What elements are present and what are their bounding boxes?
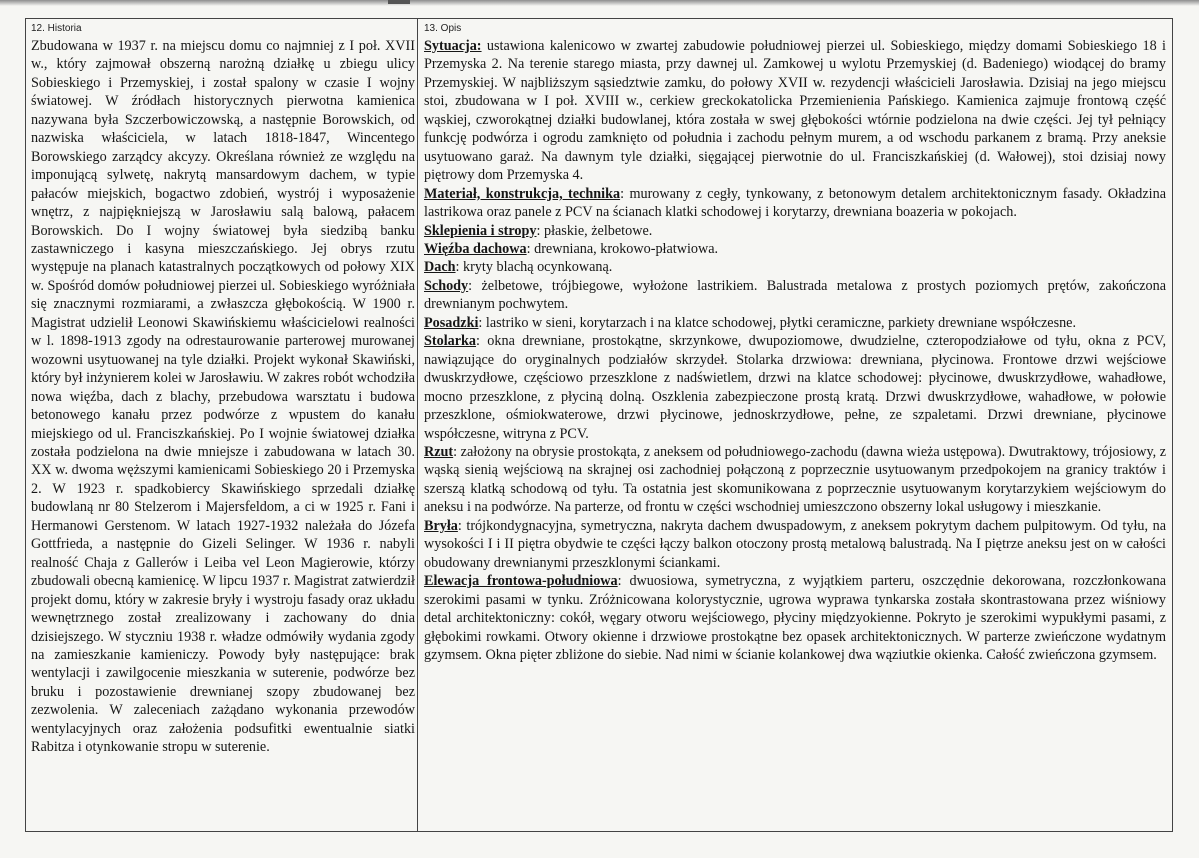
entry-roof-truss: [424, 240, 1166, 258]
description-body: [424, 37, 1166, 664]
entry-text-situation: ustawiona kalenicowo w zwartej zabudowie południowej pierzei ul. Sobieskiego, między domami Sobieskiego 18 i Przemyska 2. Na terenie starego miasta, przy dawnej ul. Zamkowej u wylotu Przemyskiej (d. Badeniego) wiodącej do bramy Przemyskiej. W najbliższym sąsiedztwie zamku, do połowy XVII w. rezydencji właścicieli Jarosławia. Dzisiaj na jego miejscu stoi, zbudowana w I poł. XVIII w., cerkiew greckokatolicka Przemienienia Pańskiego. Kamienica zajmuje frontową część wąskiej, czworokątnej działki budowlanej, która została w swej głębokości wtórnie podzielona na dwie części. Jej tył pełniący funkcję podwórza i ogrodu zamknięto od południa i zachodu pełnym murem, a od wschodu parkanem z bramą. Przy aneksie usytuowano garaż. Na dawnym tyle działki, sięgającej pierwotnie do ul. Franciszkańskiej (d. Wałowej), stoi dzisiaj nowy piętrowy dom Przemyska 4.: [424, 38, 1166, 184]
entry-roof: [424, 258, 1166, 276]
entry-label-roof: Dach: [424, 259, 456, 276]
entry-label-joinery: Stolarka: [424, 333, 477, 350]
entry-text-floors: : lastriko w sieni, korytarzach i na klatce schodowej, płytki ceramiczne, parkiety drewniane współczesne.: [478, 314, 1077, 331]
entry-text-massing: : trójkondygnacyjna, symetryczna, nakryta dachem dwuspadowym, z aneksem pokrytym dachem pulpitowym. Od tyłu, na wysokości I i II piętra obydwie te części łączy balkon otoczony prostą metalową balustradą. Na I piętrze aneksu jest on w całości obudowany drewnianymi przeszklonymi ściankami.: [424, 517, 1166, 571]
entry-label-massing: Bryła: [424, 517, 458, 534]
history-text: Zbudowana w 1937 r. na miejscu domu co najmniej z I poł. XVII w., który zajmował obszerną narożną działkę u zbiegu ulicy Sobieskiego i Przemyskiej, i został spalony w czasie I wojny światowej. W źródłach historycznych pierwotna kamienica nazywana była Szczerbowiczowską, a następnie Borowskich, od nazwiska właściciela, w latach 1818-1847, Wincentego Borowskiego zarządcy akcyzy. Określana również ze względu na imponującą sylwetę, nakrytą mansardowym dachem, w typie pałaców miejskich, bogactwo zdobień, wystrój i wyposażenie wnętrz, z najpiękniejszą w Jarosławiu salą balową, pałacem Borowskich. Do I wojny światowej była siedzibą banku zastawniczego i kasyna mieszczańskiego. Jej obrys rzutu występuje na planach katastralnych początkowych od połowy XIX w. Spośród domów południowej pierzei ul. Sobieskiego wyróżniała się znacznymi rozmiarami, a zwłaszcza głębokością. W 1900 r. Magistrat udzielił Leonowi Skawińskiemu właścicielowi realności w l. 1898-1913 zgody na odrestaurowanie parterowej murowanej wozowni usytuowanej na tyle działki. Projekt wykonał Skawiński, który był inżynierem kolei w Jarosławiu. W zakres robót wchodziła nowa więźba, dach z blachy, przebudowa warsztatu i budowa betonowego kanału przez podwórze z wpustem do kanału miejskiego od ul. Franciszkańskiej. Po I wojnie światowej działka została podzielona na dwie mniejsze i zabudowana w latach 30. XX w. dwoma węższymi kamienicami Sobieskiego 20 i Przemyska 2. W 1923 r. spadkobiercy Skawińskiego sprzedali działkę budowlaną nr 80 Stelzerom i Majersfeldom, a ci w 1925 r. Fani i Hermanowi Gerstenom. W latach 1927-1932 należała do Józefa Gottfrieda, a następnie do Gizeli Selinger. W 1936 r. nabyli realność Chaja z Gallerów i Leiba vel Leon Magierowie, którzy zbudowali obecną kamienicę. W lipcu 1937 r. Magistrat zatwierdził projekt domu, który w zakresie bryły i wystroju fasady oraz układu wewnętrznego został zrealizowany i zachowany do dnia dzisiejszego. W styczniu 1938 r. władze odmówiły wydania zgody na zamieszkanie kamieniczy. Powody były następujące: brak wentylacji i zawilgocenie mieszkania w suterenie, podwórze bez bruku i pozostawienie drewnianej szopy zbudowanej bez zezwolenia. W zaleceniach zażądano wykonania przewodów wentylacyjnych oraz założenia podsufitki ewentualnie siatki Rabitza i otynkowanie stropu w suterenie.: [31, 38, 416, 756]
entry-text-roof-truss: : drewniana, krokowo-płatwiowa.: [526, 240, 719, 257]
scan-mark: [388, 0, 410, 4]
entry-text-material: : murowany z cegły, tynkowany, z betonowym detalem architektonicznym fasady. Okładzina lastrikowa oraz panele z PCV na ścianach klatki schodowej i korytarzy, drewniana boazeria w pokojach.: [424, 185, 1167, 221]
entry-text-plan: : założony na obrysie prostokąta, z aneksem od południowego-zachodu (dawna wieża ustępowa). Dwutraktowy, trójosiowy, z wąską sienią wejściową na skrajnej osi zachodniej połączoną z poprzecznie usytuowanym przedpokojem na granicy traktów i szerszą klatką schodową od tyłu. Ta ostatnia jest skomunikowana z poprzecznie usytuowanym korytarzykiem wejściowym do aneksu i na podwórze. Na parterze, od frontu w części wschodniej umieszczono obszerny lokal usługowy i mieszkanie.: [424, 443, 1167, 516]
entry-stairs: [424, 277, 1166, 314]
entry-floors: [424, 314, 1166, 332]
entry-situation: [424, 37, 1166, 185]
entry-material: [424, 185, 1166, 222]
entry-text-stairs: : żelbetowe, trójbiegowe, wyłożone lastrikiem. Balustrada metalowa z prostych poziomych prętów, zakończona drewnianym pochwytem.: [424, 277, 1166, 313]
entry-label-situation: Sytuacja:: [424, 38, 482, 54]
entry-joinery: [424, 332, 1166, 443]
entry-label-floors: Posadzki: [424, 314, 479, 331]
entry-label-material: Materiał, konstrukcja, technika: [424, 185, 621, 202]
description-heading: 13. Opis: [424, 23, 462, 34]
entry-label-vaults: Sklepienia i stropy: [424, 222, 537, 239]
entry-label-plan: Rzut: [424, 443, 454, 460]
entry-plan: [424, 443, 1166, 517]
entry-text-joinery: : okna drewniane, prostokątne, skrzynkowe, dwupoziomowe, dwudzielne, czteropodziałowe od tyłu, okna z PCV, nawiązujące do oryginalnych podziałów skrzydeł. Stolarka drzwiowa: drewniana, płycinowa. Frontowe drzwi wejściowe dwuskrzydłowe, częściowo przeszklone z nadświetlem, drzwi na klatce schodowej: płycinowe, dwuskrzydłowe, wahadłowe, mocno przeszklone, z płyciną dolną. Oszklenia zabezpieczone prostą kratą. Drzwi dwuskrzydłowe, wahadłowe, w połowie przeszklone, ośmiokwaterowe, drzwi płycinowe, jednoskrzydłowe, pełne, ze szpaletami. Drzwi drewniane, płycinowe współczesne, witryna z PCV.: [424, 333, 1166, 442]
entry-label-facade: Elewacja frontowa-południowa: [424, 573, 618, 590]
entry-label-roof-truss: Więźba dachowa: [424, 240, 527, 257]
history-section: [31, 22, 415, 757]
column-divider: [417, 18, 418, 831]
entry-vaults: [424, 222, 1166, 240]
description-section: [424, 22, 1166, 664]
history-heading: 12. Historia: [31, 23, 82, 34]
entry-text-roof: : kryty blachą ocynkowaną.: [455, 259, 613, 276]
entry-massing: [424, 517, 1166, 572]
entry-facade: [424, 572, 1166, 664]
entry-label-stairs: Schody: [424, 277, 469, 294]
entry-text-vaults: : płaskie, żelbetowe.: [536, 222, 653, 239]
entry-text-facade: : dwuosiowa, symetryczna, z wyjątkiem parteru, oszczędnie dekorowana, rozczłonkowana szerokimi pasami w tynku. Zróżnicowana kolorystycznie, ugrowa wyprawa tynkarska została skontrastowana przez wiśniowy detal architektoniczny: cokół, węgary otworu wejściowego, płyciny międzyokienne. Pokryto je szerokimi wypukłymi pasami, z głębokimi rowkami. Otwory okienne i drzwiowe prostokątne bez opasek architektonicznych. W parterze zwieńczone wydatnym gzymsem. Okna pięter zbliżone do siebie. Nad nimi w ścianie kolankowej dwa wąziutkie okienka. Całość zwieńczona gzymsem.: [424, 573, 1166, 663]
scan-top-shadow: [0, 0, 1199, 6]
